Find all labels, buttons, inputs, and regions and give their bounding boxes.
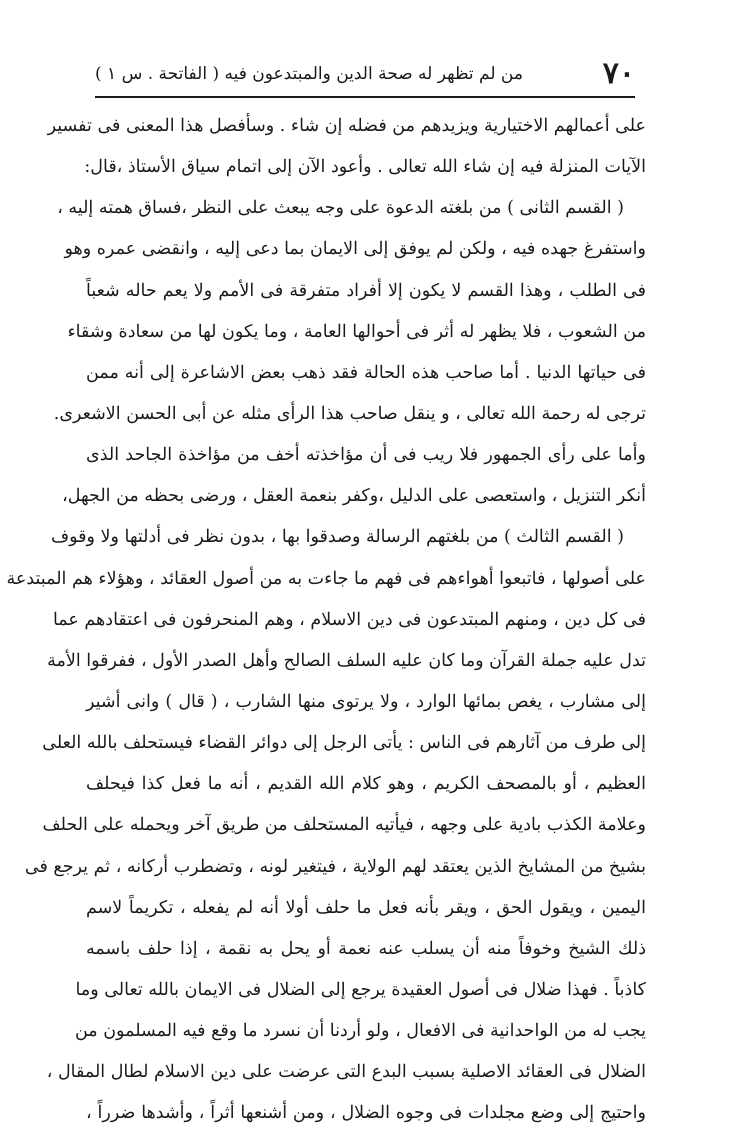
body-text bbox=[6, 106, 646, 1135]
header-rule bbox=[95, 96, 635, 98]
text-line: يجب له من الواحدانية فى الافعال ، ولو أردنا أن نسرد ما وقع فيه المسلمون من bbox=[74, 1021, 646, 1042]
text-line: ( القسم الثالث ) من بلغتهم الرسالة وصدقوا بها ، بدون نظر فى أدلتها ولا وقوف bbox=[50, 527, 624, 548]
text-line: اليمين ، ويقول الحق ، ويقر بأنه فعل ما حلف أولا أنه لم يفعله ، تكريماً لاسم bbox=[86, 897, 646, 918]
text-line: تدل عليه جملة القرآن وما كان عليه السلف الصالح وأهل الصدر الأول ، ففرقوا الأمة bbox=[47, 650, 646, 671]
page-number: ٧٠ bbox=[602, 56, 635, 91]
text-line: فى الطلب ، وهذا القسم لا يكون إلا أفراد متفرقة فى الأمم ولا يعم حاله شعباً bbox=[86, 280, 646, 301]
text-line: على أعمالهم الاختيارية ويزيدهم من فضله إن شاء . وسأفصل هذا المعنى فى تفسير bbox=[47, 116, 646, 136]
text-line: ( القسم الثانى ) من بلغته الدعوة على وجه يبعث على النظر ،فساق همته إليه ، bbox=[57, 198, 624, 219]
text-line: وأما على رأى الجمهور فلا ريب فى أن مؤاخذته أخف من مؤاخذة الجاحد الذى bbox=[86, 445, 646, 466]
text-line: واحتيج إلى وضع مجلدات فى وجوه الضلال ، ومن أشنعها أثراً ، وأشدها ضرراً ، bbox=[86, 1103, 646, 1124]
text-line: كاذباً . فهذا ضلال فى أصول العقيدة يرجع إلى الضلال فى الايمان بالله تعالى وما bbox=[75, 979, 646, 1000]
text-line: الضلال فى العقائد الاصلية بسبب البدع التى عرضت على دين الاسلام لطال المقال ، bbox=[46, 1062, 646, 1083]
running-title: من لم تظهر له صحة الدين والمبتدعون فيه ( الفاتحة . س ١ ) bbox=[95, 64, 523, 84]
text-line: ذلك الشيخ وخوفاً منه أن يسلب عنه نعمة أو يحل به نقمة ، إذا حلف باسمه bbox=[86, 938, 646, 959]
text-line: من الشعوب ، فلا يظهر له أثر فى أحوالها العامة ، وما يكون لها من سعادة وشقاء bbox=[67, 321, 646, 342]
text-line: الآيات المنزلة فيه إن شاء الله تعالى . وأعود الآن إلى اتمام سياق الأستاذ ،قال: bbox=[84, 157, 646, 178]
text-line: العظيم ، أو بالمصحف الكريم ، وهو كلام الله القديم ، أنه ما فعل كذا فيحلف bbox=[86, 774, 646, 795]
text-line: فى حياتها الدنيا . أما صاحب هذه الحالة فقد ذهب بعض الاشاعرة إلى أنه ممن bbox=[86, 362, 646, 383]
text-line: وعلامة الكذب بادية على وجهه ، فيأتيه المستحلف من طريق آخر ويحمله على الحلف bbox=[42, 815, 646, 836]
text-line: واستفرغ جهده فيه ، ولكن لم يوفق إلى الايمان بما دعى إليه ، وانقضى عمره وهو bbox=[64, 239, 646, 260]
text-line: على أصولها ، فاتبعوا أهواءهم فى فهم ما جاءت به من أصول العقائد ، وهؤلاء هم المبتدعة bbox=[6, 568, 646, 589]
text-line: ترجى له رحمة الله تعالى ، و ينقل صاحب هذا الرأى مثله عن أبى الحسن الاشعرى. bbox=[53, 403, 646, 424]
text-line: أنكر التنزيل ، واستعصى على الدليل ،وكفر بنعمة العقل ، ورضى بحظه من الجهل، bbox=[62, 486, 646, 507]
text-line: إلى طرف من آثارهم فى الناس : يأتى الرجل إلى دوائر القضاء فيستحلف بالله العلى bbox=[42, 733, 646, 754]
text-line: بشيخ من المشايخ الذين يعتقد لهم الولاية ، فيتغير لونه ، وتضطرب أركانه ، ثم يرجع فى bbox=[24, 856, 646, 877]
text-line: إلى مشارب ، يغص بمائها الوارد ، ولا يرتوى منها الشارب ، ( قال ) وانى أشير bbox=[86, 691, 646, 712]
text-line: فى كل دين ، ومنهم المبتدعون فى دين الاسلام ، وهم المنحرفون فى اعتقادهم عما bbox=[52, 609, 646, 630]
page-header bbox=[95, 58, 635, 90]
